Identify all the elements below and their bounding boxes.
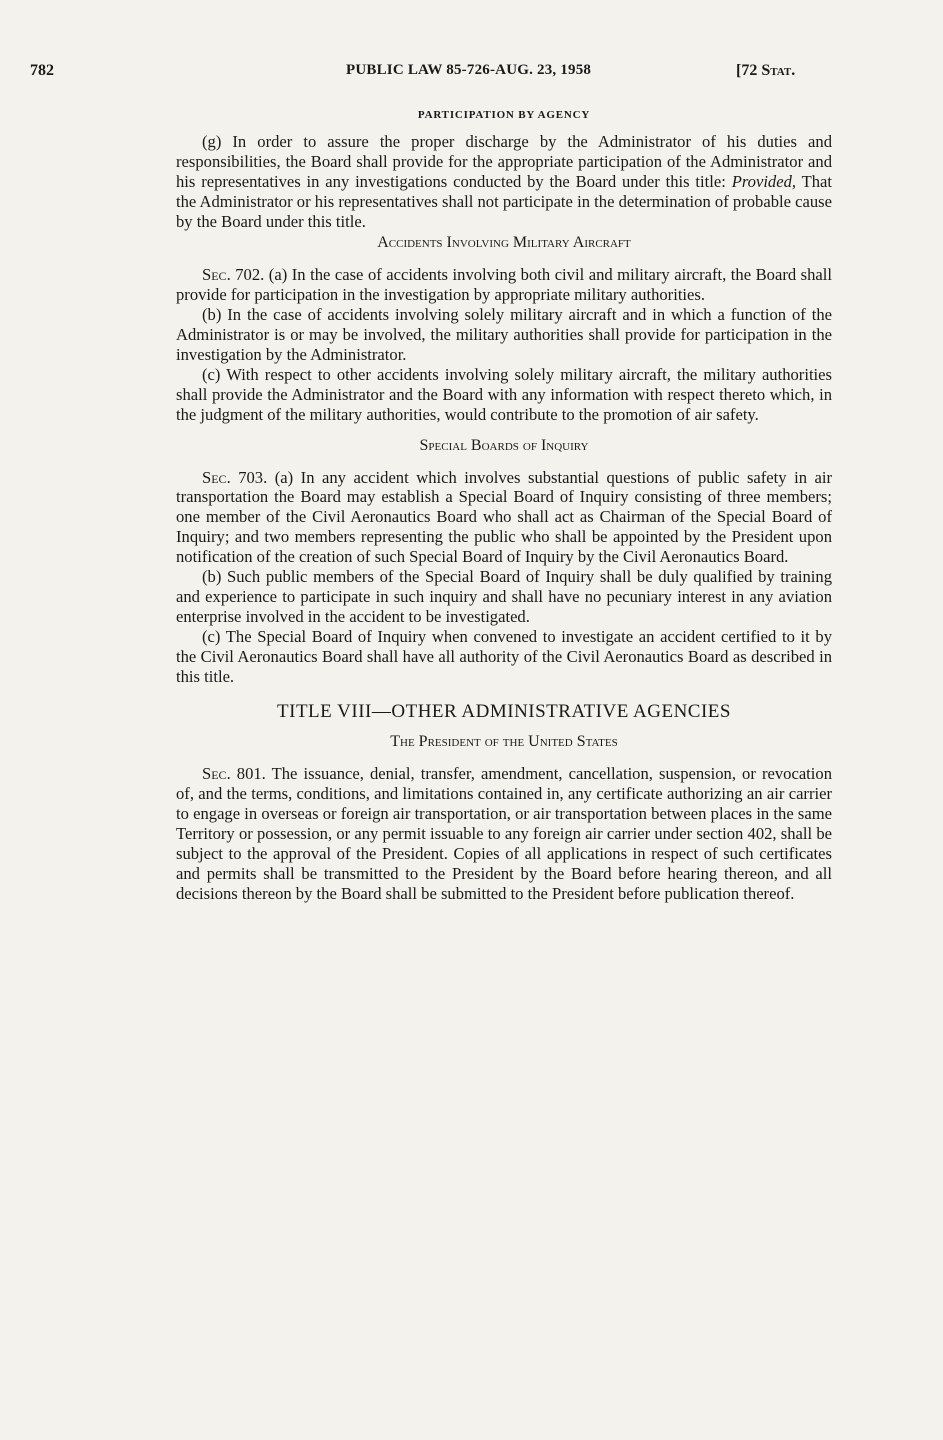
title-viii-heading: TITLE VIII—OTHER ADMINISTRATIVE AGENCIES (277, 701, 731, 723)
sec-703-b: (b) Such public members of the Special Board of Inquiry shall be duly qualified by training and experience to participate in such inquiry and shall have no pecuniary interest in any aviation enterprise involved in the accident to be investigated. (176, 567, 832, 626)
paragraph-g (176, 132, 832, 232)
sec-703-c: (c) The Special Board of Inquiry when convened to investigate an accident certified to it by the Civil Aeronautics Board shall have all authority of the Civil Aeronautics Board as described in this title. (176, 626, 832, 686)
sec-801-text: The issuance, denial, transfer, amendment, cancellation, suspension, or revocation of, and the terms, conditions, and limitations contained in, any certificate authorizing an air carrier to engage in overseas or foreign air transportation, or air transportation between places in the same Territory or possession, or any permit issuable to any foreign air carrier under section 402, shall be subject to the approval of the President. Copies of all applications in respect of such certificates and permits shall be transmitted to the President by the Board before hearing thereon, and all decisions thereon by the Board shall be submitted to the President before publication thereof. (176, 764, 832, 903)
paragraph-g-text-2: That the Administrator or his representatives shall not participate in the determination of probable cause by the Board under this title. (176, 171, 832, 231)
heading-president: The President of the United States (390, 733, 618, 751)
sec-801-label: Sec. 801. (202, 764, 266, 784)
sec-702-label: Sec. 702. (202, 265, 265, 285)
statute-reference: [72 Stat. (736, 62, 796, 79)
sec-702-a (176, 265, 832, 305)
sec-702-a-text: (a) In the case of accidents involving both civil and military aircraft, the Board shall provide for participation in the investigation by appropriate military authorities. (176, 265, 833, 305)
running-head: PUBLIC LAW 85-726-AUG. 23, 1958 (346, 62, 592, 78)
paragraph-g-provided: Provided, (731, 171, 797, 191)
page-number: 782 (30, 62, 54, 79)
heading-military-aircraft: Accidents Involving Military Aircraft (377, 234, 631, 252)
sec-703-label: Sec. 703. (202, 467, 268, 487)
sec-702-c: (c) With respect to other accidents involving solely military aircraft, the military authorities shall provide the Administrator and the Board with any information with respect thereto which, in the judgment of the military authorities, would contribute to the promotion of air safety. (176, 364, 832, 424)
sec-703-a-text: (a) In any accident which involves substantial questions of public safety in air transportation the Board may establish a Special Board of Inquiry consisting of three members; one member of the Civil Aeronautics Board who shall act as Chairman of the Special Board of Inquiry; and two members representing the public who shall be appointed by the President upon notification of the creation of such Special Board of Inquiry by the Civil Aeronautics Board. (176, 467, 832, 567)
heading-participation-by-agency: PARTICIPATION BY AGENCY (417, 109, 591, 121)
heading-special-boards: Special Boards of Inquiry (419, 436, 589, 454)
page-body (176, 106, 832, 904)
sec-702-b: (b) In the case of accidents involving solely military aircraft and in which a function of the Administrator is or may be involved, the military authorities shall provide for participation in the investigation by the Administrator. (176, 305, 832, 364)
sec-703-a (176, 468, 832, 568)
page-header (30, 62, 920, 86)
paragraph-g-text-1: (g) In order to assure the proper discharge by the Administrator of his duties and responsibilities, the Board shall provide for the appropriate participation of the Administrator and his representatives in any investigations conducted by the Board under this title: (176, 131, 832, 191)
sec-801 (176, 764, 832, 903)
